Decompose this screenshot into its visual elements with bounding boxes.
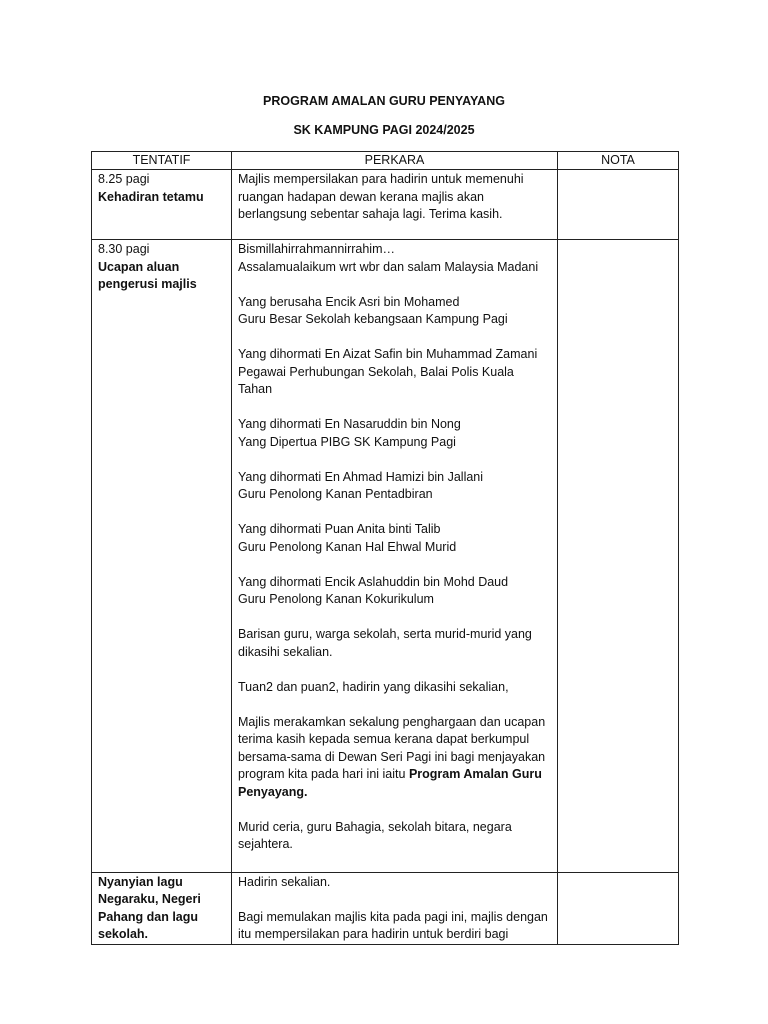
text-line: Yang Dipertua PIBG SK Kampung Pagi: [238, 434, 456, 449]
item-label: Kehadiran tetamu: [98, 189, 204, 204]
paragraph: [238, 346, 551, 399]
text-line: Bismillahirrahmannirrahim…: [238, 242, 395, 256]
tentatif-cell: [92, 240, 232, 873]
time-label: 8.25 pagi: [98, 172, 150, 186]
schedule-table: [91, 151, 679, 945]
nota-cell: [558, 240, 679, 873]
paragraph-text: Majlis merakamkan sekalung penghargaan dan ucapan terima kasih kepada semua kerana dapat berkumpul bersama-sama di Dewan Seri Pagi ini bagi menjayakan program kita pada hari ini iaitu: [238, 714, 546, 781]
tentatif-cell: [92, 170, 232, 240]
text-line: Yang dihormati Encik Aslahuddin bin Mohd Daud: [238, 574, 509, 589]
perkara-cell: [232, 240, 558, 873]
table-row: [92, 240, 679, 873]
table-row: [92, 170, 679, 240]
text-line: Yang dihormati En Nasaruddin bin Nong: [238, 417, 461, 431]
paragraph: [238, 521, 551, 556]
nota-cell: [558, 872, 679, 944]
text-line: Guru Penolong Kanan Kokurikulum: [238, 592, 434, 606]
text-line: Guru Besar Sekolah kebangsaan Kampung Pagi: [238, 312, 508, 326]
text-line: Pegawai Perhubungan Sekolah, Balai Polis Kuala Tahan: [238, 364, 514, 396]
time-label: 8.30 pagi: [98, 242, 150, 256]
paragraph: Tuan2 dan puan2, hadirin yang dikasihi sekalian,: [238, 679, 509, 694]
paragraph: Bagi memulakan majlis kita pada pagi ini, majlis dengan itu mempersilakan para hadirin untuk berdiri bagi: [238, 909, 548, 941]
paragraph: Barisan guru, warga sekolah, serta murid-murid yang dikasihi sekalian.: [238, 627, 532, 659]
nota-cell: [558, 170, 679, 240]
paragraph: [238, 469, 551, 504]
perkara-cell: [232, 170, 558, 240]
paragraph: Murid ceria, guru Bahagia, sekolah bitara, negara sejahtera.: [238, 819, 512, 851]
paragraph: Hadirin sekalian.: [238, 874, 331, 889]
text-line: Assalamualaikum wrt wbr dan salam Malaysia Madani: [238, 259, 539, 274]
program-name: Program Amalan Guru Penyayang.: [238, 767, 542, 799]
document-subtitle: SK KAMPUNG PAGI 2024/2025: [293, 123, 475, 137]
text-line: Yang dihormati En Aizat Safin bin Muhammad Zamani: [238, 347, 538, 361]
table-header-row: [92, 152, 679, 170]
item-label: Nyanyian lagu Negaraku, Negeri Pahang dan lagu sekolah.: [98, 874, 201, 941]
item-label: Ucapan aluan pengerusi majlis: [98, 259, 197, 291]
perkara-cell: [232, 872, 558, 944]
text-line: Guru Penolong Kanan Hal Ehwal Murid: [238, 539, 457, 554]
text-line: Yang dihormati En Ahmad Hamizi bin Jallani: [238, 469, 484, 484]
table-row: [92, 872, 679, 944]
text-line: Yang dihormati Puan Anita binti Talib: [238, 522, 441, 536]
paragraph: [238, 294, 551, 329]
header-perkara: PERKARA: [232, 152, 558, 170]
perkara-text: Majlis mempersilakan para hadirin untuk memenuhi ruangan hadapan dewan kerana majlis akan berlangsung sebentar sahaja lagi. Terima kasih.: [238, 172, 524, 221]
text-line: Yang berusaha Encik Asri bin Mohamed: [238, 294, 460, 309]
paragraph: [238, 241, 551, 276]
tentatif-cell: [92, 872, 232, 944]
text-line: Guru Penolong Kanan Pentadbiran: [238, 487, 433, 501]
paragraph: [238, 574, 551, 609]
paragraph: [238, 714, 551, 802]
document-title: PROGRAM AMALAN GURU PENYAYANG: [263, 94, 505, 108]
header-nota: NOTA: [558, 152, 679, 170]
header-tentatif: TENTATIF: [92, 152, 232, 170]
paragraph: [238, 416, 551, 451]
